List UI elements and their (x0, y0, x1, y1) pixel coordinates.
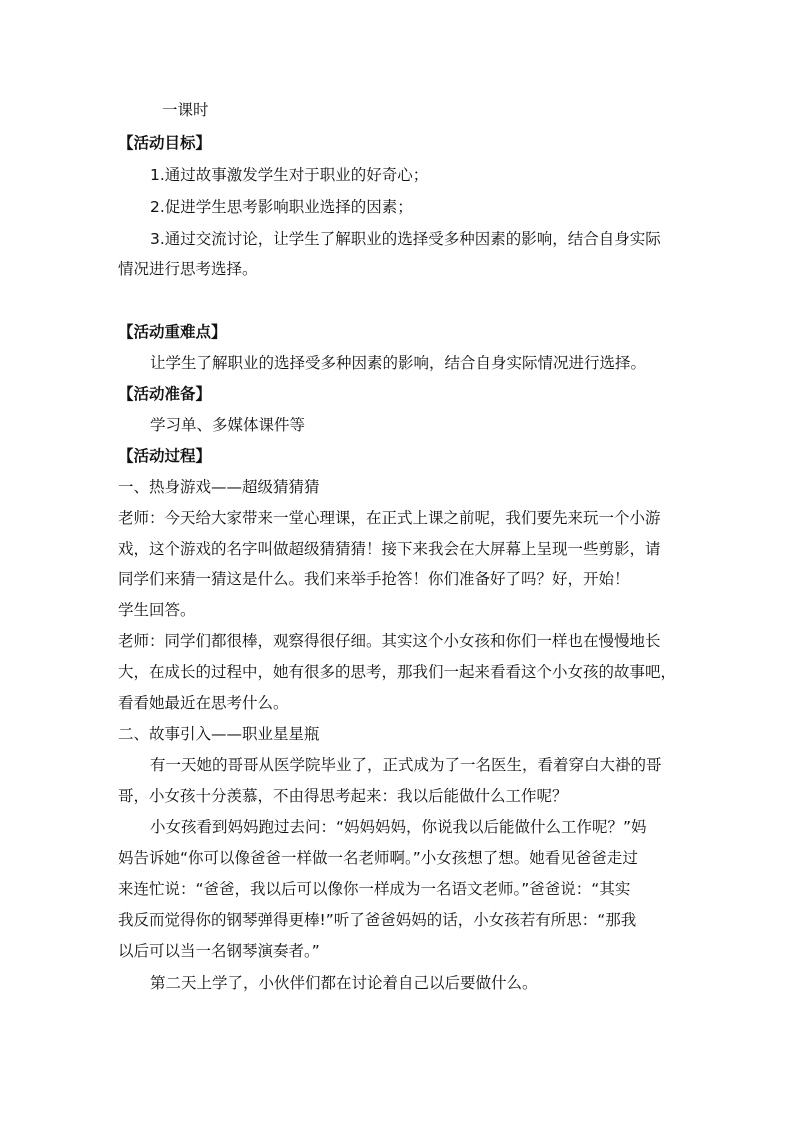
teacher-1-line-3: 同学们来猜一猜这是什么。我们来举手抢答！你们准备好了吗？好，开始！ (118, 570, 630, 588)
teacher-2-line-1: 老师：同学们都很棒，观察得很仔细。其实这个小女孩和你们一样也在慢慢地长 (118, 632, 661, 650)
goal-item-2: 2.促进学生思考影响职业选择的因素； (150, 198, 413, 216)
section-2-title: 二、故事引入——职业星星瓶 (118, 725, 320, 743)
story-1-line-1: 有一天她的哥哥从医学院毕业了，正式成为了一名医生，看着穿白大褂的哥 (150, 756, 662, 774)
goals-heading: 【活动目标】 (118, 134, 212, 152)
story-2-line-3: 来连忙说：“爸爸，我以后可以像你一样成为一名语文老师。”爸爸说：“其实 (118, 880, 631, 898)
teacher-1-line-1: 老师：今天给大家带来一堂心理课，在正式上课之前呢，我们要先来玩一个小游 (118, 509, 661, 527)
story-3-line-1: 第二天上学了，小伙伴们都在讨论着自己以后要做什么。 (150, 974, 538, 992)
goal-item-3-line-2: 情况进行思考选择。 (118, 260, 258, 278)
goal-item-1: 1.通过故事激发学生对于职业的好奇心； (150, 166, 429, 184)
lesson-period: 一课时 (162, 101, 209, 119)
story-1-line-2: 哥，小女孩十分羡慕，不由得思考起来：我以后能做什么工作呢？ (118, 787, 568, 805)
student-answer: 学生回答。 (118, 601, 196, 619)
preparation-heading: 【活动准备】 (118, 385, 212, 403)
teacher-1-line-2: 戏，这个游戏的名字叫做超级猜猜猜！接下来我会在大屏幕上呈现一些剪影，请 (118, 540, 661, 558)
story-2-line-4: 我反而觉得你的钢琴弹得更棒!”听了爸爸妈妈的话，小女孩若有所思：“那我 (118, 911, 637, 929)
teacher-2-line-3: 看看她最近在思考什么。 (118, 694, 289, 712)
process-heading: 【活动过程】 (118, 447, 212, 465)
goal-item-3-line-1: 3.通过交流讨论，让学生了解职业的选择受多种因素的影响，结合自身实际 (150, 230, 661, 248)
story-2-line-1: 小女孩看到妈妈跑过去问：“妈妈妈妈，你说我以后能做什么工作呢？”妈 (150, 818, 647, 836)
teacher-2-line-2: 大，在成长的过程中，她有很多的思考，那我们一起来看看这个小女孩的故事吧， (118, 663, 677, 681)
section-1-title: 一、热身游戏——超级猜猜猜 (118, 478, 320, 496)
key-points-text: 让学生了解职业的选择受多种因素的影响，结合自身实际情况进行选择。 (150, 354, 647, 372)
story-2-line-2: 妈告诉她“你可以像爸爸一样做一名老师啊。”小女孩想了想。她看见爸爸走过 (118, 849, 638, 867)
story-2-line-5: 以后可以当一名钢琴演奏者。” (118, 942, 320, 960)
key-points-heading: 【活动重难点】 (118, 323, 227, 341)
preparation-text: 学习单、多媒体课件等 (150, 416, 306, 434)
